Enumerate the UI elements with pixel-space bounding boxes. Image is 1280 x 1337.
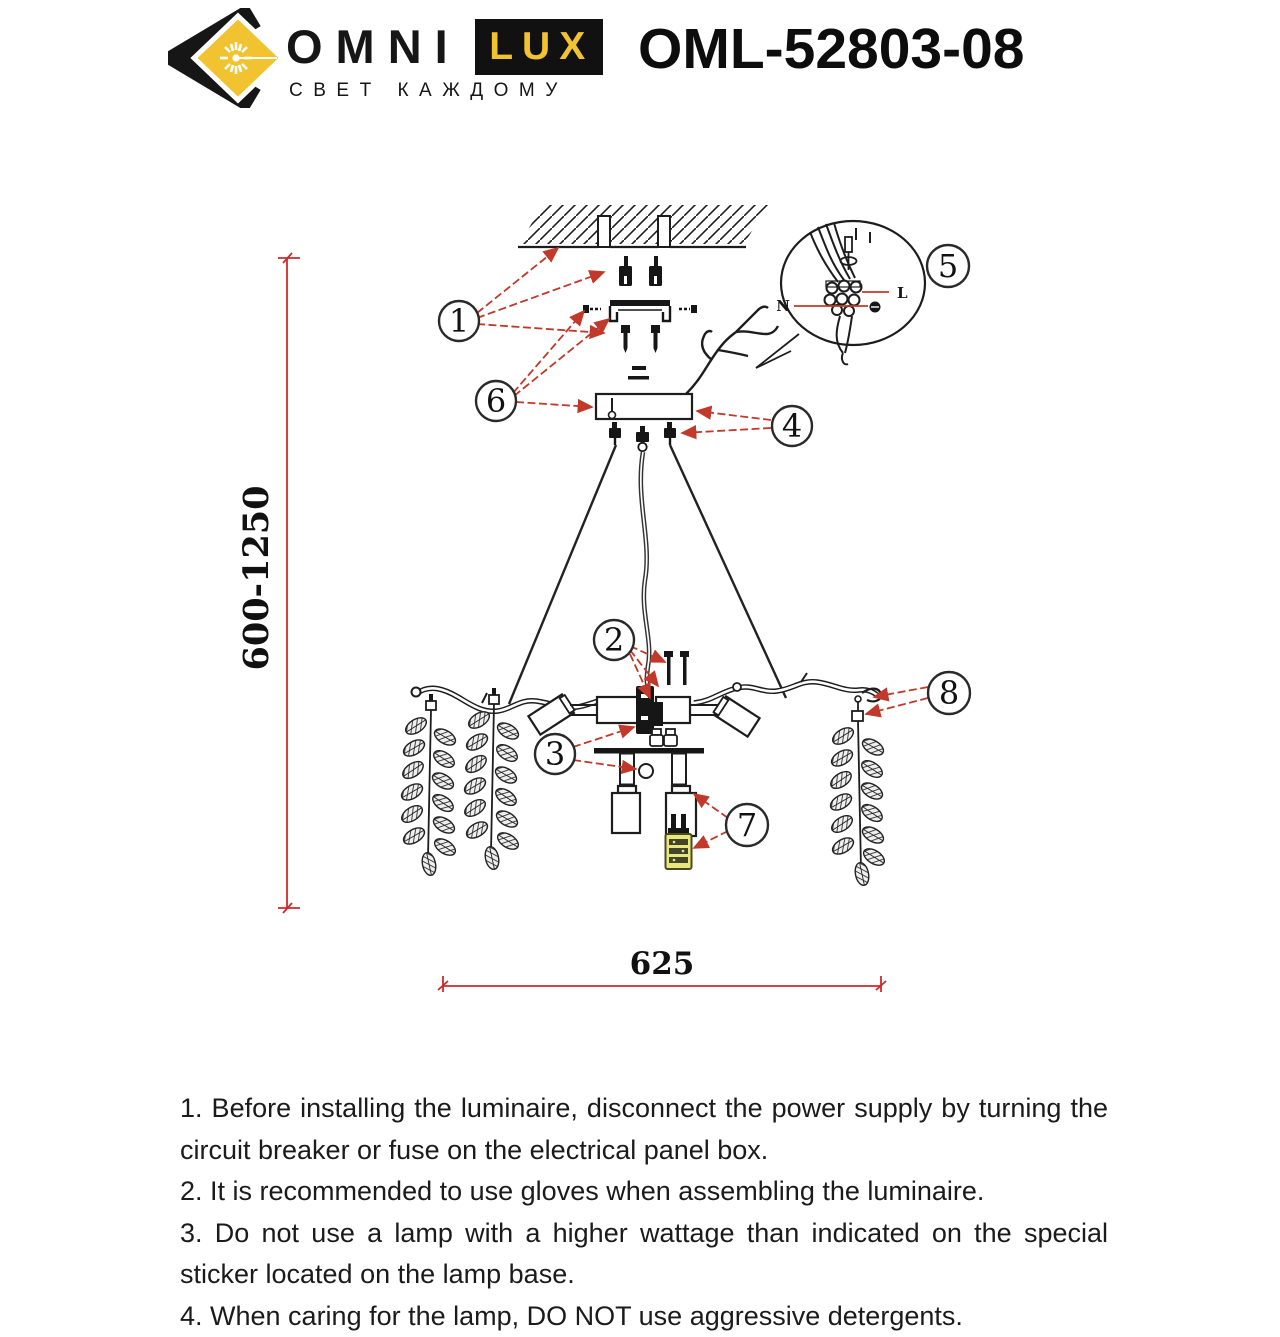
dimension-width: 625	[630, 946, 695, 982]
dimensions	[236, 253, 886, 992]
bracket-screw-left	[621, 325, 630, 353]
label-live: L	[897, 284, 908, 302]
brand-name-omni: OMNI	[286, 20, 461, 74]
model-number: OML-52803-08	[638, 16, 1025, 82]
svg-text:1: 1	[449, 302, 469, 340]
hub-screw-right	[680, 651, 689, 685]
instructions-block	[180, 1088, 1108, 1337]
dimension-height: 600-1250	[236, 486, 277, 671]
instruction-item: 2. It is recommended to use gloves when assembling the luminaire.	[180, 1171, 1108, 1213]
side-screw-left	[583, 305, 601, 313]
side-screw-right	[679, 305, 697, 313]
ceiling-hatch	[519, 205, 768, 244]
cable-grippers	[609, 422, 676, 451]
label-neutral: N	[776, 297, 790, 315]
svg-text:6: 6	[486, 382, 506, 420]
mains-wires	[686, 307, 778, 394]
callout-6	[476, 381, 516, 421]
callout-2	[594, 620, 634, 660]
mini-holders	[650, 729, 677, 746]
callout-3	[535, 734, 575, 774]
svg-text:7: 7	[737, 806, 757, 844]
power-cord	[641, 452, 649, 692]
mounting-bracket	[583, 300, 697, 380]
ceiling-hole-right	[658, 216, 670, 247]
suspension-cables	[509, 445, 786, 704]
anchor-right	[649, 256, 662, 286]
callout-7	[726, 804, 768, 846]
ceiling	[518, 205, 768, 247]
leaf-garland-left-1	[399, 694, 458, 877]
instruction-item: 3. Do not use a lamp with a higher wattage than indicated on the special sticker located on the lamp base.	[180, 1213, 1108, 1296]
center-assembly	[528, 651, 759, 746]
wiring-zoom-bubble	[756, 221, 925, 368]
brand-name-lux: LUX	[483, 25, 594, 69]
body-tube-left	[597, 697, 640, 723]
center-hub	[636, 686, 663, 734]
bracket-screw-right	[651, 325, 660, 353]
socket-left	[612, 786, 640, 833]
wall-anchors	[619, 256, 662, 286]
ceiling-hole-left	[598, 216, 610, 247]
svg-text:8: 8	[939, 674, 959, 712]
callout-1	[439, 301, 479, 341]
small-part-bar1	[632, 366, 646, 370]
lamp-holder-exploded	[594, 748, 704, 836]
brand-tagline: СВЕТ КАЖДОМУ	[289, 80, 568, 102]
svg-text:4: 4	[782, 407, 802, 445]
anchor-left	[619, 256, 632, 286]
hub-screw-left	[664, 651, 673, 685]
svg-text:5: 5	[938, 247, 958, 285]
leaf-garland-right	[828, 696, 887, 887]
svg-text:3: 3	[545, 735, 565, 773]
ball-detail	[639, 764, 653, 778]
instruction-item: 4. When caring for the lamp, DO NOT use aggressive detergents.	[180, 1296, 1108, 1337]
small-part-bar2	[628, 376, 649, 380]
spot-head-right	[712, 695, 759, 736]
leaf-garland-left-2	[462, 688, 521, 871]
callout-4	[772, 406, 812, 446]
instruction-item: 1. Before installing the luminaire, disconnect the power supply by turning the circuit breaker or fuse on the electrical panel box.	[180, 1088, 1108, 1171]
callout-8	[928, 672, 970, 714]
svg-text:2: 2	[604, 621, 624, 659]
canopy	[596, 394, 692, 419]
callout-5	[927, 245, 969, 287]
